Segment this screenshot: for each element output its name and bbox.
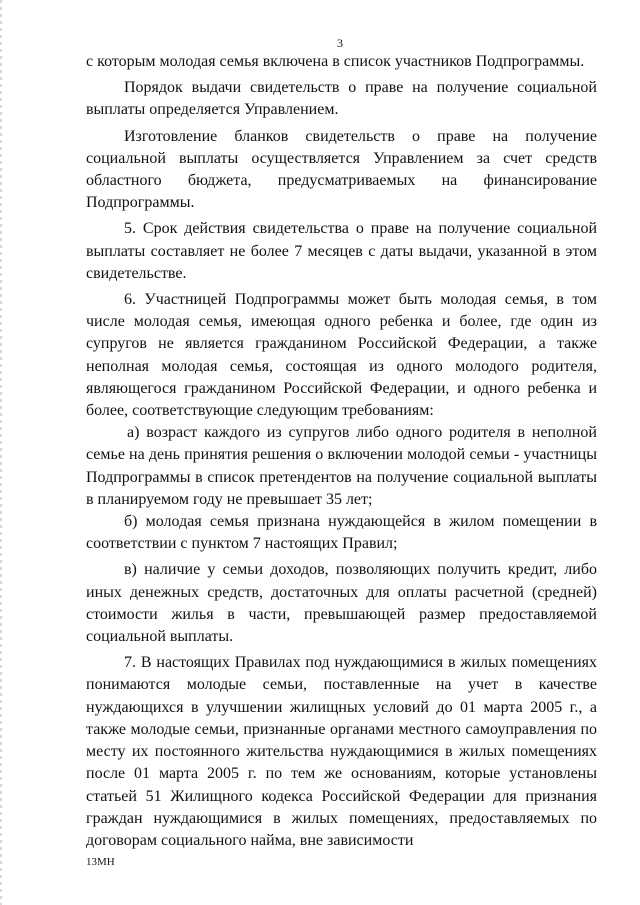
- paragraph-continuation: с которым молодая семья включена в список участников Подпрограммы.: [86, 53, 585, 70]
- page-number: 3: [337, 36, 343, 50]
- paragraph-item-7: 7. В настоящих Правилах под нуждающимися в жилых помещениях понимаются молодые семьи, поставленные на учет в качестве нуждающихся в улучшении жилищных условий до 01 марта 2005 г., а также молодые семьи, признанные органами местного самоуправления по месту их постоянного жительства нуждающимися в жилых помещениях после 01 марта 2005 г. по тем же основаниям, которые установлены статьей 51 Жилищного кодекса Российской Федерации для признания граждан нуждающимися в жилых помещениях, предоставляемых по договорам социального найма, вне зависимости: [86, 654, 597, 849]
- paragraph-item-6v: в) наличие у семьи доходов, позволяющих получить кредит, либо иных денежных средств, достаточных для оплаты расчетной (средней) стоимости жилья в части, превышающей размер предоставляемой социальной выплаты.: [86, 561, 597, 646]
- scan-edge: [0, 0, 2, 905]
- paragraph-blank-production: Изготовление бланков свидетельств о праве на получение социальной выплаты осуществляется Управлением за счет средств областного бюджета, предусматриваемых на финансирование Подпрограммы.: [86, 127, 597, 212]
- paragraph-issue-order: Порядок выдачи свидетельств о праве на получение социальной выплаты определяется Управлением.: [86, 79, 597, 119]
- paragraph-item-6: 6. Участницей Подпрограммы может быть молодая семья, в том числе молодая семья, имеющая одного ребенка и более, где один из супругов не является гражданином Российской Федерации, а также неполная молодая семья, состоящая из одного молодого родителя, являющегося гражданином Российской Федерации, и одного ребенка и более, соответствующие следующим требованиям:: [86, 291, 597, 420]
- document-body: [86, 51, 597, 852]
- paragraph-item-5: 5. Срок действия свидетельства о праве на получение социальной выплаты составляет не более 7 месяцев с даты выдачи, указанной в этом свидетельстве.: [86, 220, 597, 282]
- footer-code: 13МН: [86, 856, 115, 868]
- paragraph-item-6a: а) возраст каждого из супругов либо одного родителя в неполной семье на день принятия решения о включении молодой семьи - участницы Подпрограммы в список претендентов на получение социальной выплаты в планируемом году не превышает 35 лет;: [86, 424, 597, 508]
- paragraph-item-6b: б) молодая семья признана нуждающейся в жилом помещении в соответствии с пунктом 7 настоящих Правил;: [86, 513, 597, 553]
